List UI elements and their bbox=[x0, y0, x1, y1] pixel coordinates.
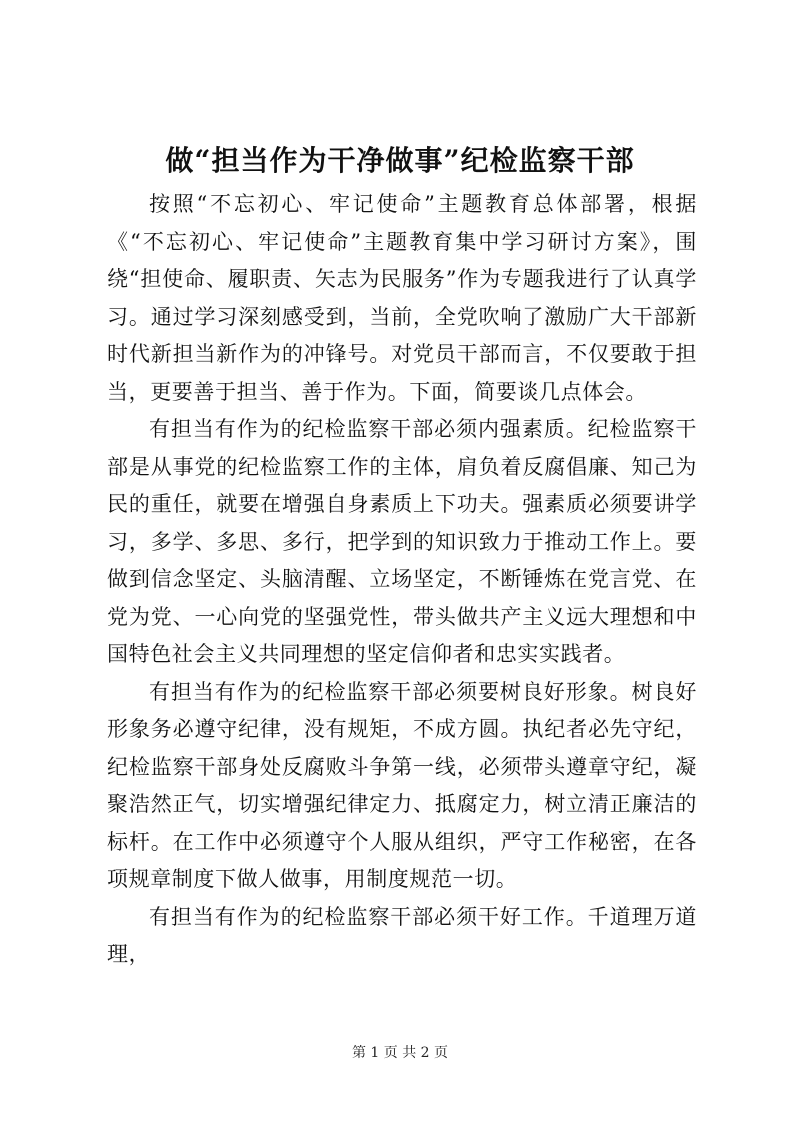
document-body bbox=[107, 186, 697, 974]
paragraph-1: 按照“不忘初心、牢记使命”主题教育总体部署，根据《“不忘初心、牢记使命”主题教育集中学习研讨方案》，围绕“担使命、履职责、矢志为民服务”作为专题我进行了认真学习。通过学习深刻感受到，当前，全党吹响了激励广大干部新时代新担当新作为的冲锋号。对党员干部而言，不仅要敢于担当，更要善于担当、善于作为。下面，简要谈几点体会。 bbox=[107, 192, 697, 404]
document-title: 做“担当作为干净做事”纪检监察干部 bbox=[165, 144, 635, 177]
page-number-footer: 第 1 页 共 2 页 bbox=[351, 1045, 449, 1061]
paragraph-3: 有担当有作为的纪检监察干部必须要树良好形象。树良好形象务必遵守纪律，没有规矩，不成方圆。执纪者必先守纪，纪检监察干部身处反腐败斗争第一线，必须带头遵章守纪，凝聚浩然正气，切实增强纪律定力、抵腐定力，树立清正廉洁的标杆。在工作中必须遵守个人服从组织，严守工作秘密，在各项规章制度下做人做事，用制度规范一切。 bbox=[107, 679, 697, 891]
paragraph-4: 有担当有作为的纪检监察干部必须干好工作。千道理万道理， bbox=[107, 904, 697, 966]
paragraph-2: 有担当有作为的纪检监察干部必须内强素质。纪检监察干部是从事党的纪检监察工作的主体，肩负着反腐倡廉、知己为民的重任，就要在增强自身素质上下功夫。强素质必须要讲学习，多学、多思、多行，把学到的知识致力于推动工作上。要做到信念坚定、头脑清醒、立场坚定，不断锤炼在党言党、在党为党、一心向党的坚强党性，带头做共产主义远大理想和中国特色社会主义共同理想的坚定信仰者和忠实实践者。 bbox=[107, 417, 697, 666]
